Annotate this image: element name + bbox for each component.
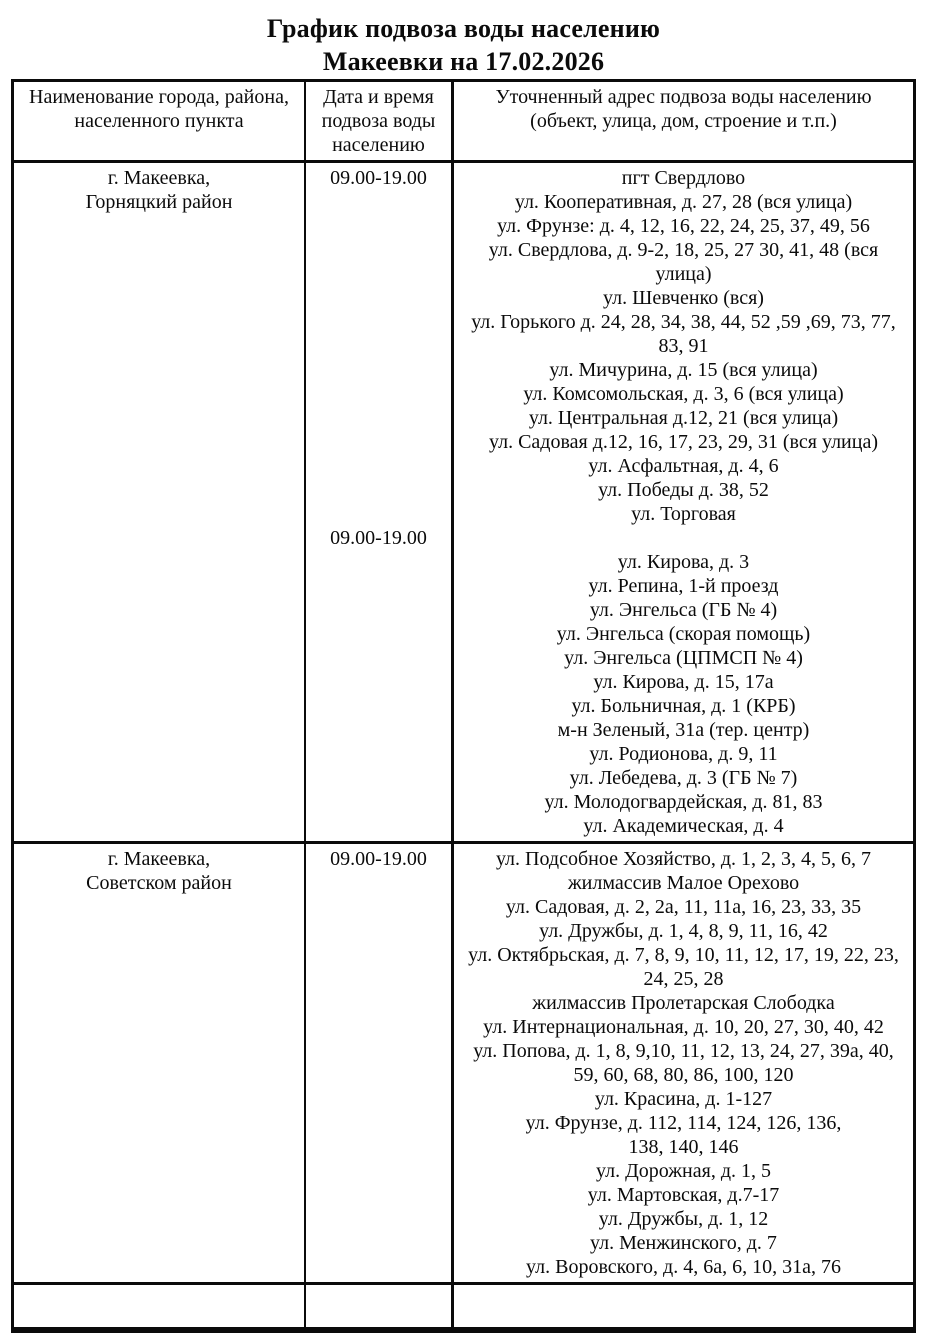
location-line: Горняцкий район bbox=[85, 191, 233, 213]
time-value: 09.00-19.00 bbox=[330, 167, 427, 189]
address-line: ул. Менжинского, д. 7 bbox=[590, 1232, 777, 1254]
address-line: ул. Фрунзе, д. 112, 114, 124, 126, 136, bbox=[525, 1112, 842, 1134]
address-line: ул. Дружбы, д. 1, 12 bbox=[598, 1208, 769, 1230]
table-row bbox=[14, 163, 913, 844]
page-title bbox=[0, 0, 927, 78]
time-cell bbox=[306, 844, 454, 1282]
address-line: ул. Асфальтная, д. 4, 6 bbox=[588, 455, 779, 477]
time-cell bbox=[306, 1285, 454, 1327]
address-line: ул. Садовая д.12, 16, 17, 23, 29, 31 (вся улица) bbox=[488, 431, 879, 453]
address-line: ул. Репина, 1-й проезд bbox=[588, 575, 779, 597]
header-address-line: (объект, улица, дом, строение и т.п.) bbox=[530, 110, 837, 132]
address-line: ул. Академическая, д. 4 bbox=[583, 815, 784, 837]
address-line: ул. Энгельса (ЦПМСП № 4) bbox=[564, 647, 803, 669]
address-line: ул. Родионова, д. 9, 11 bbox=[589, 743, 778, 765]
address-line: ул. Дорожная, д. 1, 5 bbox=[595, 1160, 772, 1182]
header-address-column bbox=[454, 82, 913, 160]
address-line: ул. Энгельса (скорая помощь) bbox=[556, 623, 811, 645]
address-line: пгт Свердлово bbox=[621, 167, 746, 189]
address-line: ул. Кирова, д. 3 bbox=[617, 551, 750, 573]
time-cell bbox=[306, 163, 454, 841]
location-line: г. Макеевка, bbox=[107, 848, 211, 870]
address-line bbox=[456, 526, 911, 550]
address-cell bbox=[454, 1285, 913, 1327]
address-line: ул. Лебедева, д. 3 (ГБ № 7) bbox=[569, 767, 798, 789]
address-line: жилмассив Пролетарская Слободка bbox=[532, 992, 835, 1014]
address-line: ул. Энгельса (ГБ № 4) bbox=[589, 599, 778, 621]
location-line: Советском район bbox=[86, 872, 232, 894]
address-line: жилмассив Малое Орехово bbox=[567, 872, 800, 894]
address-line: ул. Молодогвардейская, д. 81, 83 bbox=[544, 791, 823, 813]
time-value: 09.00-19.00 bbox=[330, 527, 427, 549]
address-line: м-н Зеленый, 31а (тер. центр) bbox=[557, 719, 810, 741]
address-line: улица) bbox=[655, 263, 712, 285]
header-datetime-column bbox=[306, 82, 454, 160]
header-location-line: Наименование города, района, bbox=[29, 86, 289, 108]
address-line: ул. Горького д. 24, 28, 34, 38, 44, 52 ,59 ,69, 73, 77, bbox=[471, 311, 896, 333]
location-cell bbox=[14, 1285, 306, 1327]
title-line-1: График подвоза воды населению bbox=[266, 14, 661, 43]
address-line: ул. Мичурина, д. 15 (вся улица) bbox=[549, 359, 818, 381]
address-line: ул. Мартовская, д.7-17 bbox=[587, 1184, 780, 1206]
header-location-column bbox=[14, 82, 306, 160]
address-line: 59, 60, 68, 80, 86, 100, 120 bbox=[573, 1064, 794, 1086]
address-line: ул. Торговая bbox=[631, 503, 736, 525]
address-line: ул. Подсобное Хозяйство, д. 1, 2, 3, 4, 5, 6, 7 bbox=[495, 848, 872, 870]
table-header-row bbox=[14, 82, 913, 163]
address-line: ул. Кооперативная, д. 27, 28 (вся улица) bbox=[514, 191, 853, 213]
address-line: ул. Воровского, д. 4, 6а, 6, 10, 31а, 76 bbox=[526, 1256, 841, 1278]
header-address-line: Уточненный адрес подвоза воды населению bbox=[495, 86, 872, 108]
title-line-2: Макеевки на 17.02.2026 bbox=[322, 47, 605, 76]
address-line: ул. Попова, д. 1, 8, 9,10, 11, 12, 13, 24, 27, 39а, 40, bbox=[473, 1040, 894, 1062]
address-line: ул. Шевченко (вся) bbox=[603, 287, 764, 309]
address-line: 24, 25, 28 bbox=[643, 968, 724, 990]
address-line: ул. Кирова, д. 15, 17а bbox=[593, 671, 774, 693]
location-cell bbox=[14, 163, 306, 841]
address-line: ул. Комсомольская, д. 3, 6 (вся улица) bbox=[523, 383, 844, 405]
address-line: ул. Больничная, д. 1 (КРБ) bbox=[571, 695, 796, 717]
water-delivery-schedule-table bbox=[11, 79, 916, 1333]
header-datetime-line: подвоза воды bbox=[321, 110, 436, 132]
address-line: ул. Интернациональная, д. 10, 20, 27, 30, 40, 42 bbox=[483, 1016, 884, 1038]
header-location-line: населенного пункта bbox=[74, 110, 244, 132]
address-line: ул. Садовая, д. 2, 2а, 11, 11а, 16, 23, 33, 35 bbox=[505, 896, 862, 918]
address-line: 138, 140, 146 bbox=[628, 1136, 739, 1158]
address-cell bbox=[454, 163, 913, 841]
header-datetime-line: населению bbox=[332, 134, 425, 156]
location-line: г. Макеевка, bbox=[107, 167, 211, 189]
header-datetime-line: Дата и время bbox=[323, 86, 434, 108]
address-cell bbox=[454, 844, 913, 1282]
address-line: ул. Центральная д.12, 21 (вся улица) bbox=[528, 407, 839, 429]
address-line: ул. Свердлова, д. 9-2, 18, 25, 27 30, 41, 48 (вся bbox=[488, 239, 879, 261]
table-row bbox=[14, 844, 913, 1285]
address-line: 83, 91 bbox=[658, 335, 709, 357]
location-cell bbox=[14, 844, 306, 1282]
address-line: ул. Октябрьская, д. 7, 8, 9, 10, 11, 12, 17, 19, 22, 23, bbox=[468, 944, 899, 966]
address-line: ул. Фрунзе: д. 4, 12, 16, 22, 24, 25, 37, 49, 56 bbox=[497, 215, 870, 237]
address-line: ул. Победы д. 38, 52 bbox=[598, 479, 769, 501]
address-line: ул. Дружбы, д. 1, 4, 8, 9, 11, 16, 42 bbox=[539, 920, 828, 942]
address-line: ул. Красина, д. 1-127 bbox=[594, 1088, 773, 1110]
table-row bbox=[14, 1285, 913, 1330]
table-body bbox=[14, 163, 913, 1330]
time-value: 09.00-19.00 bbox=[330, 848, 427, 870]
